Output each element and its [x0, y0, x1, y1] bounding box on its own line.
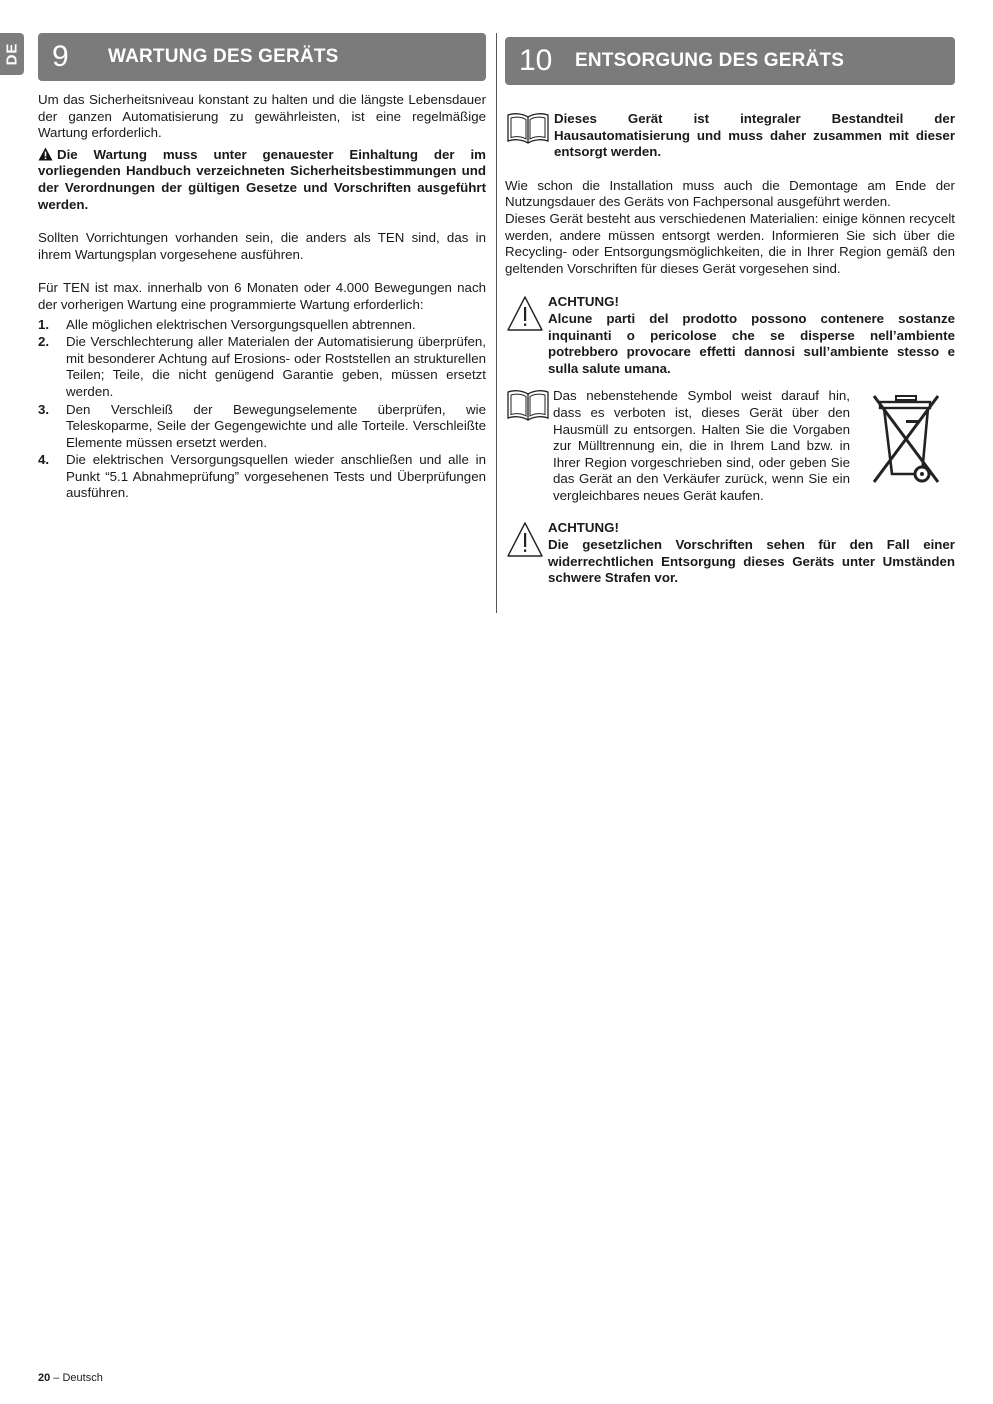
note-integral: Dieses Gerät ist integraler Bestandteil der Hausautomatisierung und muss daher zusammen mit dieser entsorgt werden.: [554, 111, 955, 160]
section-maintenance: [38, 33, 486, 503]
warning-text: Die gesetzlichen Vorschriften sehen für den Fall einer widerrechtlichen Entsorgung dieses Geräts unter Umständen schwere Strafen vor.: [548, 537, 955, 586]
note-block: [505, 111, 955, 161]
maintenance-intro: Um das Sicherheitsniveau konstant zu halten und die längste Lebensdauer der ganzen Automatisierung zu gewährleisten, ist eine regelmäßige Wartung erforderlich.: [38, 92, 486, 141]
list-item: 2. Die Verschlechterung aller Materialen der Automatisierung überprüfen, mit besonderer Achtung auf Erosions- oder Roststellen an strukturellen Teilen; Teile, die nicht genügend Garantie geben, müssen ersetzt werden.: [38, 334, 486, 399]
warning-triangle-icon: [505, 520, 545, 560]
section-title: WARTUNG DES GERÄTS: [108, 46, 339, 67]
warning-block-1: [505, 294, 955, 377]
section-number: 9: [52, 40, 69, 73]
section-header-maintenance: [38, 33, 486, 81]
book-icon: [505, 111, 551, 145]
language-tab-label: DE: [3, 42, 21, 66]
column-divider: [496, 33, 497, 613]
footer-separator: –: [50, 1372, 63, 1384]
maintenance-steps: [38, 317, 486, 503]
section-disposal: [505, 33, 955, 587]
footer-language: Deutsch: [62, 1372, 103, 1384]
warning-triangle-icon: [505, 294, 545, 334]
warning-title: ACHTUNG!: [548, 294, 619, 310]
warning-block-2: [505, 520, 955, 586]
section-header-disposal: [505, 37, 955, 85]
list-item: 3. Den Verschleiß der Bewegungselemente überprüfen, wie Teleskoparme, Seile der Gegengewichte und alle Torteile. Verschleißte Elemente müssen ersetzt werden.: [38, 401, 486, 450]
warning-icon: [38, 147, 53, 161]
disposal-para1: Wie schon die Installation muss auch die Demontage am Ende der Nutzungsdauer des Geräts von Fachpersonal ausgeführt werden.: [505, 177, 955, 210]
page-footer: [38, 1372, 103, 1384]
maintenance-para2: Sollten Vorrichtungen vorhanden sein, die anders als TEN sind, das in ihrem Wartungsplan vorgesehene ausführen.: [38, 230, 486, 262]
symbol-block: [505, 388, 955, 504]
warning-text: Alcune parti del prodotto possono contenere sostanze inquinanti o pericolose che se disperse nell’ambiente potrebbero provocare effetti dannosi sull’ambiente stesso e sulla salute umana.: [548, 310, 955, 376]
maintenance-para3: Für TEN ist max. innerhalb von 6 Monaten oder 4.000 Bewegungen nach der vorherigen Wartung eine programmierte Wartung erforderlich:: [38, 280, 486, 312]
list-item: 1. Alle möglichen elektrischen Versorgungsquellen abtrennen.: [38, 316, 416, 332]
maintenance-warning-text: Die Wartung muss unter genauester Einhaltung der im vorliegenden Handbuch verzeichneten Sicherheitsbestimmungen und der Verordnungen der gültigen Gesetze und Vorschriften ausgeführt werden.: [38, 146, 486, 212]
warning-title: ACHTUNG!: [548, 520, 619, 536]
section-title: ENTSORGUNG DES GERÄTS: [575, 50, 845, 71]
language-tab: [0, 33, 24, 75]
symbol-explanation: Das nebenstehende Symbol weist darauf hin, dass es verboten ist, dieses Gerät über den Hausmüll zu entsorgen. Halten Sie die Vorgaben zur Mülltrennung ein, die in Ihrem Land bzw. in Ihrer Region vorgeschrieben sind, oder geben Sie das Gerät an den Verkäufer zurück, wenn Sie ein vergleichbares neues Gerät kaufen.: [553, 388, 850, 503]
page-number: 20: [38, 1372, 51, 1384]
list-item: 4. Die elektrischen Versorgungsquellen wieder anschließen und alle in Punkt “5.1 Abnahmeprüfung” vorgesehenen Tests und Überprüfungen ausführen.: [38, 452, 486, 501]
book-icon: [505, 388, 551, 422]
crossed-out-bin-icon: [870, 390, 944, 486]
disposal-para2: Dieses Gerät besteht aus verschiedenen Materialien: einige können recycelt werden, andere müssen entsorgt werden. Informieren Sie sich über die Recycling- oder Entsorgungsmöglichkeiten, die in Ihrer Region gemäß den geltenden Vorschriften für dieses Gerät vorgesehen sind.: [505, 210, 955, 276]
section-number: 10: [519, 44, 553, 77]
maintenance-warning: [38, 147, 486, 213]
